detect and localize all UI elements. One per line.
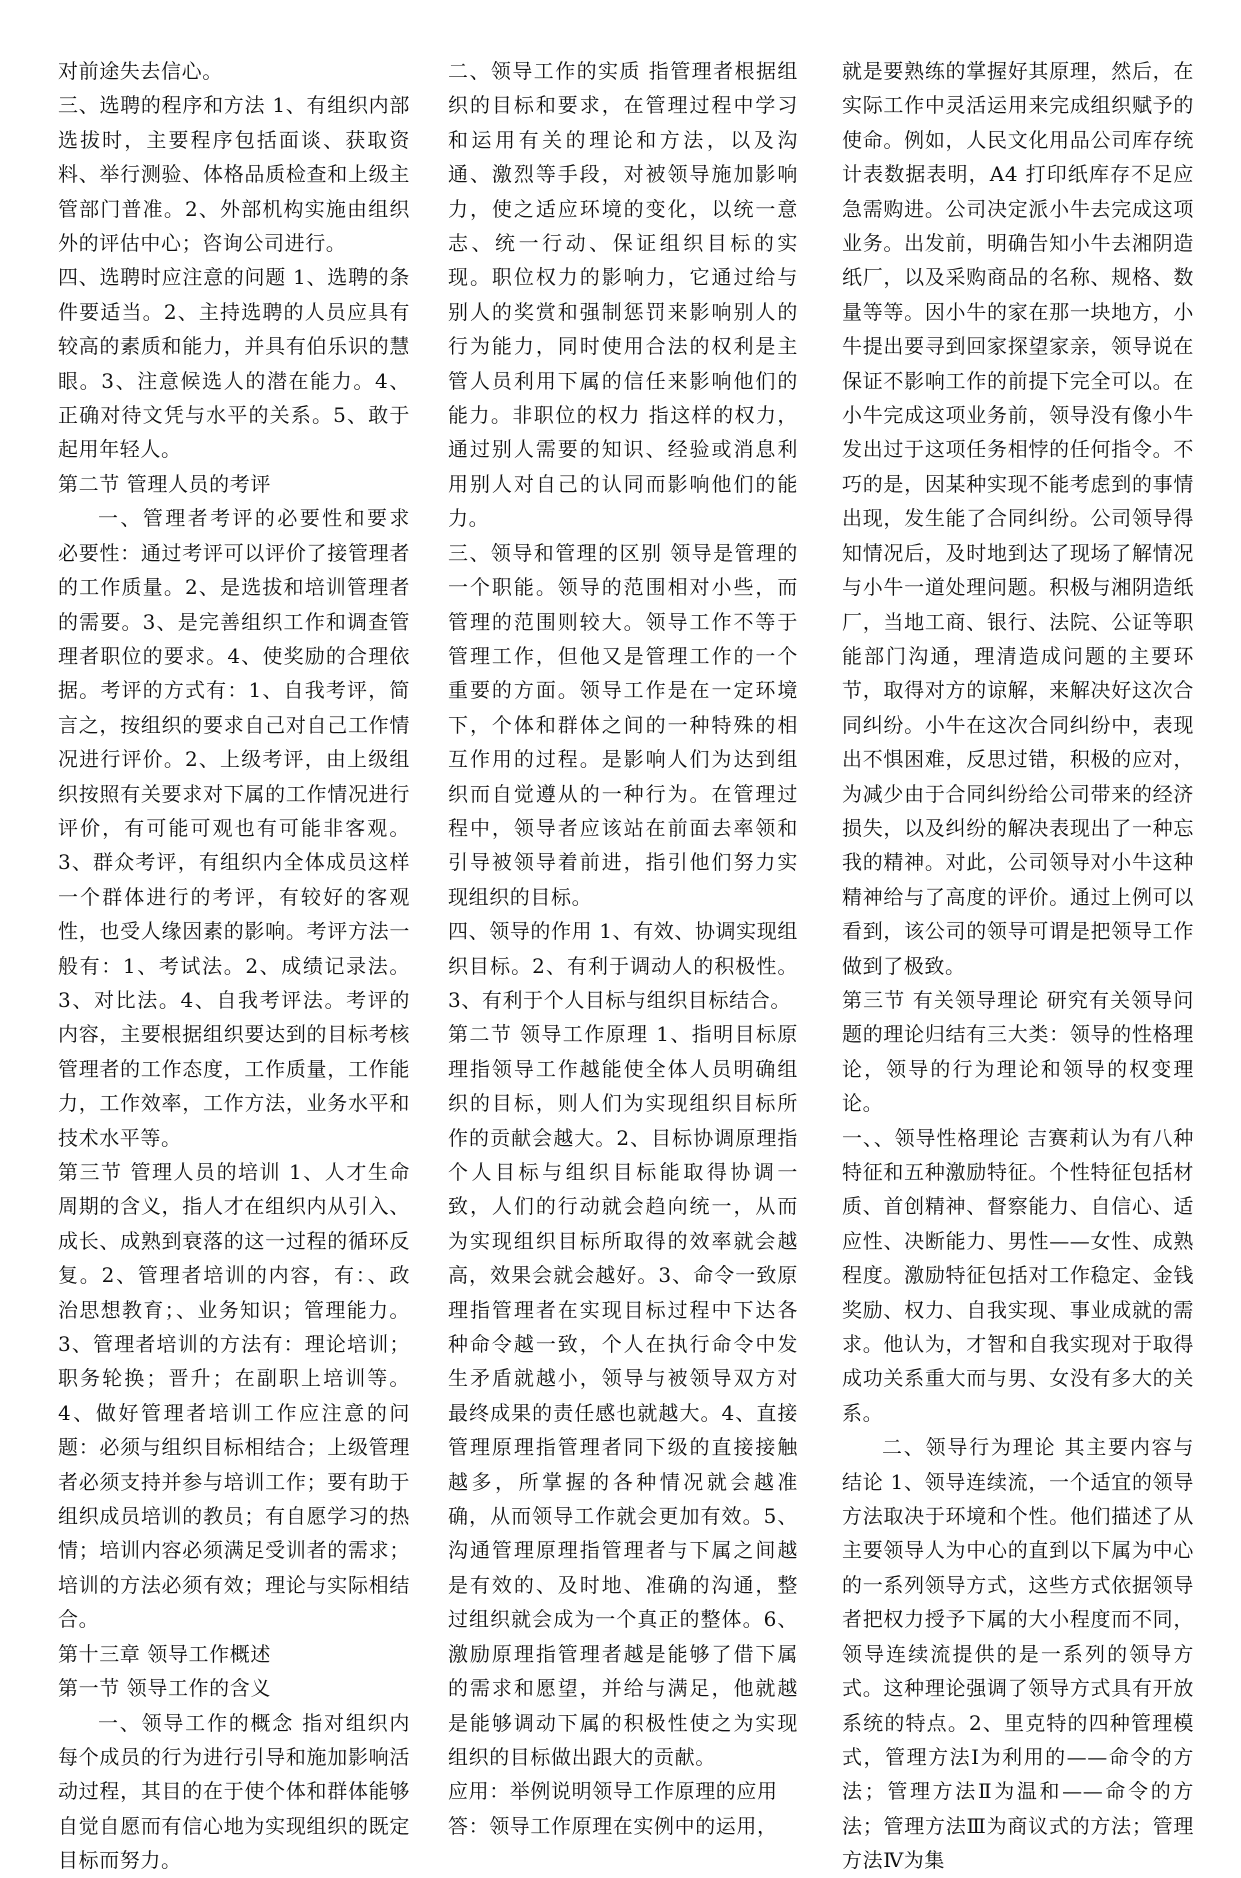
paragraph: 对前途失去信心。: [58, 59, 223, 83]
paragraph: 第二节 领导工作原理 1、指明目标原理指领导工作越能使全体人员明确组织的目标，则人们为实现组织目标所作的贡献会越大。2、目标协调原理指个人目标与组织目标能取得协调一致，人们的行动就会趋向统一，从而为实现组织目标所取得的效率就会越高，效果会就会越好。3、命令一致原理指管理者在实现目标过程中下达各种命令越一致，个人在执行命令中发生矛盾就越小，领导与被领导双方对最终成果的责任感也就越大。4、直接管理原理指管理者同下级的直接接触越多，所掌握的各种情况就会越准确，从而领导工作就会更加有效。5、沟通管理原理指管理者与下属之间越是有效的、及时地、准确的沟通，整过组织就会成为一个真正的整体。6、激励原理指管理者越是能够了借下属的需求和愿望，并给与满足，他就越是能够调动下属的积极性使之为实现组织的目标做出跟大的贡献。: [448, 1022, 798, 1769]
section-heading: 第一节 领导工作的含义: [58, 1676, 271, 1701]
paragraph: 应用：举例说明领导工作原理的应用: [448, 1779, 778, 1804]
paragraph: 二、领导工作的实质 指管理者根据组织的目标和要求，在管理过程中学习和运用有关的理论和方法，以及沟通、激烈等手段，对被领导施加影响力，使之适应环境的变化，以统一意志、统一行动、保证组织目标的实现。职位权力的影响力，它通过给与别人的奖赏和强制惩罚来影响别人的行为能力，同时使用合法的权利是主管人员利用下属的信任来影响他们的能力。非职位的权力 指这样的权力，通过别人需要的知识、经验或消息利用别人对自己的认同而影响他们的能力。: [448, 59, 798, 531]
paragraph: 一、领导工作的概念 指对组织内每个成员的行为进行引导和施加影响活动过程，其目的在于使个体和群体能够自觉自愿而有信心地为实现组织的既定目标而努力。: [58, 1710, 410, 1873]
text-column-left: [58, 54, 410, 1873]
text-column-middle: [448, 54, 798, 1838]
paragraph: 第三节 有关领导理论 研究有关领导问题的理论归结有三大类：领导的性格理论，领导的行为理论和领导的权变理论。: [842, 987, 1194, 1116]
chapter-heading: 第十三章 领导工作概述: [58, 1641, 271, 1666]
paragraph: 三、选聘的程序和方法 1、有组织内部选拔时，主要程序包括面谈、获取资料、举行测验、体格品质检查和上级主管部门普准。2、外部机构实施由组织外的评估中心；咨询公司进行。: [58, 93, 410, 256]
paragraph: 二、领导行为理论 其主要内容与结论 1、领导连续流，一个适宜的领导方法取决于环境和个性。他们描述了从主要领导人为中心的直到以下属为中心的一系列领导方式，这些方式依据领导者把权力授予下属的大小程度而不同，领导连续流提供的是一系列的领导方式。这种理论强调了领导方式具有开放系统的特点。2、里克特的四种管理模式，管理方法Ⅰ为利用的——命令的方法；管理方法Ⅱ为温和——命令的方法；管理方法Ⅲ为商议式的方法；管理方法Ⅳ为集: [842, 1435, 1194, 1873]
paragraph: 答：领导工作原理在实例中的运用，: [448, 1813, 778, 1838]
paragraph: 四、领导的作用 1、有效、协调实现组织目标。2、有利于调动人的积极性。3、有利于个人目标与组织目标结合。: [448, 919, 798, 1012]
text-column-right: [842, 54, 1194, 1873]
paragraph: 一、、领导性格理论 吉赛莉认为有八种特征和五种激励特征。个性特征包括材质、首创精神、督察能力、自信心、适应性、决断能力、男性——女性、成熟程度。激励特征包括对工作稳定、金钱奖励、权力、自我实现、事业成就的需求。他认为，才智和自我实现对于取得成功关系重大而与男、女没有多大的关系。: [842, 1125, 1194, 1425]
paragraph: 第三节 管理人员的培训 1、人才生命周期的含义，指人才在组织内从引入、成长、成熟到衰落的这一过程的循环反复。2、管理者培训的内容，有：、政治思想教育；、业务知识；管理能力。3、管理者培训的方法有：理论培训；职务轮换；晋升；在副职上培训等。4、做好管理者培训工作应注意的问题：必须与组织目标相结合；上级管理者必须支持并参与培训工作；要有助于组织成员培训的教员；有自愿学习的热情；培训内容必须满足受训者的需求；培训的方法必须有效；理论与实际相结合。: [58, 1160, 410, 1632]
paragraph: 三、领导和管理的区别 领导是管理的一个职能。领导的范围相对小些，而管理的范围则较大。领导工作不等于管理工作，但他又是管理工作的一个重要的方面。领导工作是在一定环境下，个体和群体之间的一种特殊的相互作用的过程。是影响人们为达到组织而自觉遵从的一种行为。在管理过程中，领导者应该站在前面去率领和引导被领导着前进，指引他们努力实现组织的目标。: [448, 540, 798, 909]
section-heading: 第二节 管理人员的考评: [58, 471, 271, 496]
paragraph: 一、管理者考评的必要性和要求 必要性：通过考评可以评价了接管理者的工作质量。2、是选拔和培训管理者的需要。3、是完善组织工作和调查管理者职位的要求。4、使奖励的合理依据。考评的方式有：1、自我考评，简言之，按组织的要求自己对自己工作情况进行评价。2、上级考评，由上级组织按照有关要求对下属的工作情况进行评价，有可能可观也有可能非客观。3、群众考评，有组织内全体成员这样一个群体进行的考评，有较好的客观性，也受人缘因素的影响。考评方法一般有：1、考试法。2、成绩记录法。3、对比法。4、自我考评法。考评的内容，主要根据组织要达到的目标考核管理者的工作态度，工作质量，工作能力，工作效率，工作方法，业务水平和技术水平等。: [58, 506, 410, 1150]
paragraph: 四、选聘时应注意的问题 1、选聘的条件要适当。2、主持选聘的人员应具有较高的素质和能力，并具有伯乐识的慧眼。3、注意候选人的潜在能力。4、正确对待文凭与水平的关系。5、敢于起用年轻人。: [58, 265, 410, 462]
paragraph: 就是要熟练的掌握好其原理，然后，在实际工作中灵活运用来完成组织赋予的使命。例如，人民文化用品公司库存统计表数据表明，A4 打印纸库存不足应急需购进。公司决定派小牛去完成这项业务。出发前，明确告知小牛去湘阴造纸厂，以及采购商品的名称、规格、数量等等。因小牛的家在那一块地方，小牛提出要寻到回家探望家亲，领导说在保证不影响工作的前提下完全可以。在小牛完成这项业务前，领导没有像小牛发出过于这项任务相悖的任何指令。不巧的是，因某种实现不能考虑到的事情出现，发生能了合同纠纷。公司领导得知情况后，及时地到达了现场了解情况与小牛一道处理问题。积极与湘阴造纸厂，当地工商、银行、法院、公证等职能部门沟通，理清造成问题的主要环节，取得对方的谅解，来解决好这次合同纠纷。小牛在这次合同纠纷中，表现出不惧困难，反思过错，积极的应对，为减少由于合同纠纷给公司带来的经济损失，以及纠纷的解决表现出了一种忘我的精神。对此，公司领导对小牛这种精神给与了高度的评价。通过上例可以看到，该公司的领导可谓是把领导工作做到了极致。: [842, 59, 1194, 978]
